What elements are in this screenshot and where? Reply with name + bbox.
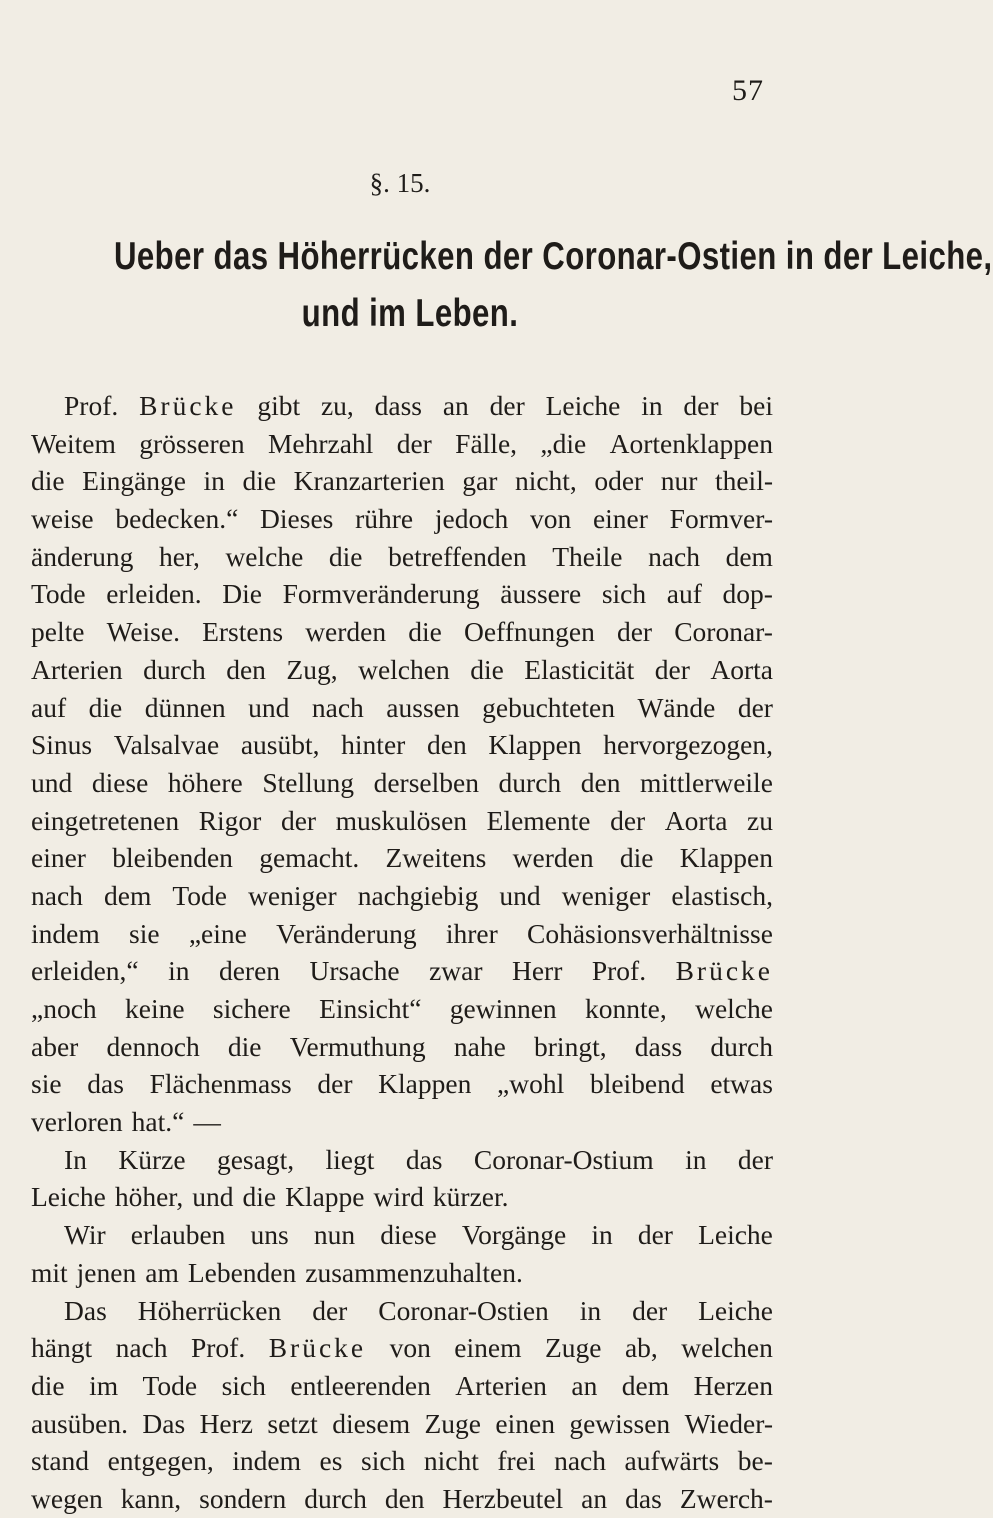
word: Dieses xyxy=(260,503,334,535)
text-line xyxy=(31,1178,773,1216)
word: bleibenden xyxy=(112,842,233,874)
word: gar xyxy=(462,465,498,497)
section-heading xyxy=(114,228,993,342)
word: diese xyxy=(91,766,149,798)
word: nun xyxy=(313,1219,356,1251)
word: wird xyxy=(373,1181,424,1213)
word: dem xyxy=(621,1369,670,1401)
word: Rigor xyxy=(198,804,262,836)
text-line xyxy=(31,575,773,613)
word: „noch xyxy=(31,993,97,1024)
word: „wohl xyxy=(497,1068,565,1100)
word: Mehrzahl xyxy=(267,427,374,459)
word: Kürze xyxy=(118,1143,186,1175)
word: das xyxy=(87,1068,124,1100)
word: gibt xyxy=(257,390,301,421)
word: Einsicht“ xyxy=(319,993,422,1024)
word: Leiche xyxy=(698,1219,773,1251)
word: kann, xyxy=(120,1482,182,1514)
word: Coronar-Ostium xyxy=(473,1143,654,1175)
word: entleerenden xyxy=(290,1369,431,1401)
text-line xyxy=(31,1367,773,1405)
word: Herzbeutel xyxy=(442,1482,564,1514)
text-line xyxy=(31,1254,773,1292)
word: Valsalvae xyxy=(113,729,220,761)
word: hinter xyxy=(341,729,406,761)
word: Oeffnungen xyxy=(463,616,595,648)
word: welche xyxy=(695,993,773,1024)
word: zwar xyxy=(429,955,483,987)
word: deren xyxy=(218,955,281,987)
word: Sinus xyxy=(31,729,93,761)
word: der xyxy=(737,1143,773,1175)
word: frei xyxy=(497,1445,536,1477)
word: bei xyxy=(739,390,773,421)
page-number: 57 xyxy=(732,74,764,107)
word: Stellung xyxy=(262,766,354,798)
word: Zuge xyxy=(544,1332,602,1364)
text-line xyxy=(31,1065,773,1103)
word: Weise. xyxy=(106,616,180,648)
word: sich xyxy=(361,1445,406,1477)
word: das xyxy=(625,1482,662,1514)
word: am xyxy=(145,1256,179,1288)
word: Herr xyxy=(511,955,563,987)
word: theil- xyxy=(714,465,773,497)
word: einer xyxy=(31,842,86,874)
word: Arterien xyxy=(31,653,123,685)
word: der xyxy=(654,653,690,685)
word: der xyxy=(396,427,432,459)
word: den xyxy=(226,653,266,685)
word: diesem xyxy=(332,1407,411,1439)
word: an xyxy=(571,1369,598,1401)
word: der xyxy=(737,691,773,723)
word: an xyxy=(581,1482,608,1514)
text-line xyxy=(31,613,773,651)
word: dass xyxy=(374,390,422,421)
word: gesagt, xyxy=(216,1143,295,1175)
word: auf xyxy=(31,691,67,723)
word: die xyxy=(31,1369,65,1401)
word: sich xyxy=(601,578,647,610)
word: Prof. xyxy=(591,955,647,987)
text-line xyxy=(31,1329,773,1367)
text-line xyxy=(31,1292,773,1330)
text-line xyxy=(31,1028,773,1066)
word: die xyxy=(619,842,654,874)
word: Coronar-Ostien xyxy=(378,1294,549,1326)
word: ab, xyxy=(624,1332,658,1364)
word: und xyxy=(499,879,541,911)
word: sie xyxy=(31,1068,62,1100)
word: mittlerweile xyxy=(640,766,773,798)
text-line xyxy=(31,877,773,915)
word: Klappen xyxy=(378,1068,472,1100)
word: sichere xyxy=(212,993,291,1024)
word: der xyxy=(632,1294,668,1326)
word: der xyxy=(683,390,719,421)
word: das xyxy=(405,1143,443,1175)
word: liegt xyxy=(325,1143,375,1175)
word: den xyxy=(384,1482,425,1514)
word: betreffenden xyxy=(388,540,527,572)
word: Kranzarterien xyxy=(293,465,445,497)
word: dem xyxy=(725,540,773,572)
word: Ursache xyxy=(309,955,400,987)
word: zu xyxy=(747,804,773,836)
text-line xyxy=(31,1141,773,1179)
word: Das xyxy=(142,1407,186,1439)
word: und xyxy=(192,1181,234,1213)
word: Eingänge xyxy=(82,465,186,497)
word: ausüben. xyxy=(31,1407,128,1439)
word: weniger xyxy=(561,879,651,911)
word: höhere xyxy=(167,766,243,798)
word: Die xyxy=(222,578,262,610)
word: setzt xyxy=(267,1407,318,1439)
word: sondern xyxy=(199,1482,287,1514)
word: äussere xyxy=(500,578,582,610)
text-line xyxy=(31,387,773,425)
word: dünnen xyxy=(144,691,226,723)
text-line xyxy=(31,726,773,764)
word: Klappen xyxy=(488,729,582,761)
word: die xyxy=(408,616,442,648)
word: stand xyxy=(31,1445,90,1477)
word: Brücke xyxy=(139,390,237,421)
word: dass xyxy=(634,1030,683,1062)
text-line xyxy=(31,1405,773,1443)
word: mit xyxy=(31,1256,68,1288)
word: Coronar- xyxy=(674,616,773,648)
word: Leiche xyxy=(31,1181,106,1213)
word: — xyxy=(193,1106,221,1138)
word: aussen xyxy=(386,691,460,723)
word: eingetretenen xyxy=(31,804,180,836)
word: in xyxy=(685,1143,707,1175)
word: Zug, xyxy=(286,653,338,685)
word: Zuge xyxy=(424,1407,481,1439)
text-line xyxy=(31,651,773,689)
word: welche xyxy=(225,540,304,572)
word: grösseren xyxy=(139,427,245,459)
text-line xyxy=(31,915,773,953)
word: aufwärts xyxy=(624,1445,720,1477)
word: sie xyxy=(129,917,160,949)
section-number: §. 15. xyxy=(369,168,431,198)
word: werden xyxy=(305,616,387,648)
text-line xyxy=(31,689,773,727)
word: nach xyxy=(648,540,700,572)
word: Arterien xyxy=(455,1369,547,1401)
word: Vermuthung xyxy=(289,1030,426,1062)
word: erlauben xyxy=(130,1219,226,1251)
word: be- xyxy=(737,1445,773,1477)
word: jenen xyxy=(76,1256,137,1288)
word: von xyxy=(529,503,572,535)
word: „die xyxy=(540,427,587,459)
text-line xyxy=(31,764,773,802)
text-line xyxy=(31,1216,773,1254)
word: dennoch xyxy=(106,1030,200,1062)
word: von xyxy=(389,1332,431,1364)
word: welchen xyxy=(681,1332,773,1364)
word: erleiden. xyxy=(106,578,202,610)
word: Höherrücken xyxy=(137,1294,282,1326)
word: nahe xyxy=(453,1030,506,1062)
word: durch xyxy=(498,766,562,798)
word: nach xyxy=(554,1445,606,1477)
word: erleiden,“ xyxy=(31,955,139,987)
text-line xyxy=(31,538,773,576)
word: In xyxy=(64,1143,87,1175)
word: Zweitens xyxy=(385,842,487,874)
word: nach xyxy=(115,1332,168,1364)
word: der xyxy=(489,390,525,421)
word: nach xyxy=(31,879,83,911)
word: Fälle, xyxy=(455,427,518,459)
word: her, xyxy=(158,540,200,572)
word: der xyxy=(637,1219,673,1251)
word: die xyxy=(88,691,123,723)
word: und xyxy=(248,691,290,723)
word: durch xyxy=(143,653,206,685)
word: Herz xyxy=(199,1407,253,1439)
word: Flächenmass xyxy=(149,1068,292,1100)
word: der xyxy=(280,804,317,836)
word: der xyxy=(317,1068,353,1100)
word: nicht, xyxy=(514,465,577,497)
word: durch xyxy=(304,1482,367,1514)
word: hat.“ xyxy=(131,1106,185,1138)
word: die xyxy=(328,540,363,572)
word: in xyxy=(203,465,225,497)
word: Zwerch- xyxy=(679,1482,773,1514)
word: die xyxy=(31,465,65,497)
heading-line: Ueber das Höherrücken der Coronar-Ostien in der Leiche, xyxy=(114,235,993,278)
word: Theile xyxy=(552,540,623,572)
word: Tode xyxy=(142,1369,198,1401)
word: Lebenden xyxy=(187,1256,297,1288)
heading-line: und im Leben. xyxy=(301,292,519,335)
word: nur xyxy=(660,465,698,497)
word: gewissen xyxy=(569,1407,671,1439)
word: gebuchteten xyxy=(482,691,615,723)
word: in xyxy=(641,390,663,421)
word: entgegen, xyxy=(107,1445,214,1477)
word: Tode xyxy=(172,879,227,911)
word: verloren xyxy=(31,1106,123,1138)
word: oder xyxy=(594,465,644,497)
word: rühre xyxy=(355,503,414,535)
word: zu, xyxy=(320,390,354,421)
word: Wieder- xyxy=(684,1407,773,1439)
word: kürzer. xyxy=(432,1181,509,1213)
word: auf xyxy=(666,578,702,610)
word: nicht xyxy=(423,1445,479,1477)
text-line xyxy=(31,952,773,990)
word: in xyxy=(168,955,190,987)
word: Das xyxy=(64,1294,107,1326)
word: Aorta xyxy=(664,804,728,836)
word: weise xyxy=(31,503,94,535)
word: bleibend xyxy=(589,1068,685,1100)
word: gemacht. xyxy=(259,842,360,874)
word: sich xyxy=(221,1369,266,1401)
word: die xyxy=(242,1181,277,1213)
text-line xyxy=(31,990,773,1028)
word: jedoch xyxy=(434,503,509,535)
word: Prof. xyxy=(190,1332,246,1364)
word: in xyxy=(579,1294,602,1326)
word: werden xyxy=(512,842,594,874)
word: Klappen xyxy=(679,842,773,874)
word: Formveränderung xyxy=(282,578,480,610)
body-text xyxy=(31,387,773,1518)
word: Weitem xyxy=(31,427,116,459)
word: an xyxy=(442,390,469,421)
word: gewinnen xyxy=(449,993,557,1024)
word: änderung xyxy=(31,540,134,572)
word: dem xyxy=(103,879,152,911)
word: der xyxy=(312,1294,348,1326)
word: den xyxy=(426,729,467,761)
word: dop- xyxy=(722,578,773,610)
word: Elemente xyxy=(486,804,591,836)
word: die xyxy=(470,653,504,685)
word: einer xyxy=(592,503,648,535)
word: nachgiebig xyxy=(357,879,479,911)
word: wegen xyxy=(31,1482,103,1514)
word: aber xyxy=(31,1030,79,1062)
word: Cohäsionsverhältnisse xyxy=(527,917,773,949)
word: nach xyxy=(311,691,364,723)
text-line xyxy=(31,839,773,877)
text-line xyxy=(31,1442,773,1480)
word: ausübt, xyxy=(240,729,320,761)
word: hervorgezogen, xyxy=(603,729,773,761)
word: Leiche xyxy=(545,390,621,421)
word: Veränderung xyxy=(276,917,417,949)
word: ihrer xyxy=(445,917,498,949)
word: den xyxy=(580,766,621,798)
word: Aortenklappen xyxy=(609,427,773,459)
text-line xyxy=(31,1480,773,1518)
word: durch xyxy=(710,1030,773,1062)
word: Wände xyxy=(637,691,716,723)
word: im xyxy=(89,1369,119,1401)
word: Formver- xyxy=(669,503,773,535)
word: der xyxy=(616,616,653,648)
word: Wir xyxy=(64,1219,106,1251)
word: keine xyxy=(125,993,185,1024)
word: Prof. xyxy=(64,390,119,421)
word: Herzen xyxy=(693,1369,773,1401)
text-line xyxy=(31,462,773,500)
word: weniger xyxy=(248,879,337,911)
word: indem xyxy=(31,917,100,949)
word: und xyxy=(31,766,73,798)
word: höher, xyxy=(114,1181,184,1213)
word: Erstens xyxy=(202,616,284,648)
text-line xyxy=(31,802,773,840)
word: der xyxy=(610,804,646,836)
word: in xyxy=(591,1219,613,1251)
word: es xyxy=(319,1445,343,1477)
text-line xyxy=(31,500,773,538)
word: konnte, xyxy=(585,993,667,1024)
word: welchen xyxy=(358,653,450,685)
word: die xyxy=(242,465,277,497)
word: Brücke xyxy=(675,955,773,987)
word: Elasticität xyxy=(524,653,635,685)
word: Brücke xyxy=(268,1332,367,1364)
word: Leiche xyxy=(698,1294,773,1326)
word: Klappe xyxy=(285,1181,365,1213)
word: Tode xyxy=(31,578,86,610)
word: Aorta xyxy=(710,653,773,685)
word: pelte xyxy=(31,616,85,648)
word: derselben xyxy=(373,766,479,798)
word: etwas xyxy=(710,1068,773,1100)
word: bringt, xyxy=(534,1030,607,1062)
word: hängt xyxy=(31,1332,93,1364)
word: elastisch, xyxy=(671,879,773,911)
word: muskulösen xyxy=(335,804,468,836)
word: zusammenzuhalten. xyxy=(305,1256,523,1288)
word: diese xyxy=(380,1219,437,1251)
text-line xyxy=(31,425,773,463)
word: Vorgänge xyxy=(461,1219,567,1251)
word: indem xyxy=(232,1445,302,1477)
word: „eine xyxy=(188,917,247,949)
word: uns xyxy=(250,1219,289,1251)
word: bedecken.“ xyxy=(115,503,239,535)
word: einen xyxy=(495,1407,555,1439)
text-line xyxy=(31,1103,773,1141)
word: die xyxy=(227,1030,262,1062)
word: einem xyxy=(454,1332,522,1364)
